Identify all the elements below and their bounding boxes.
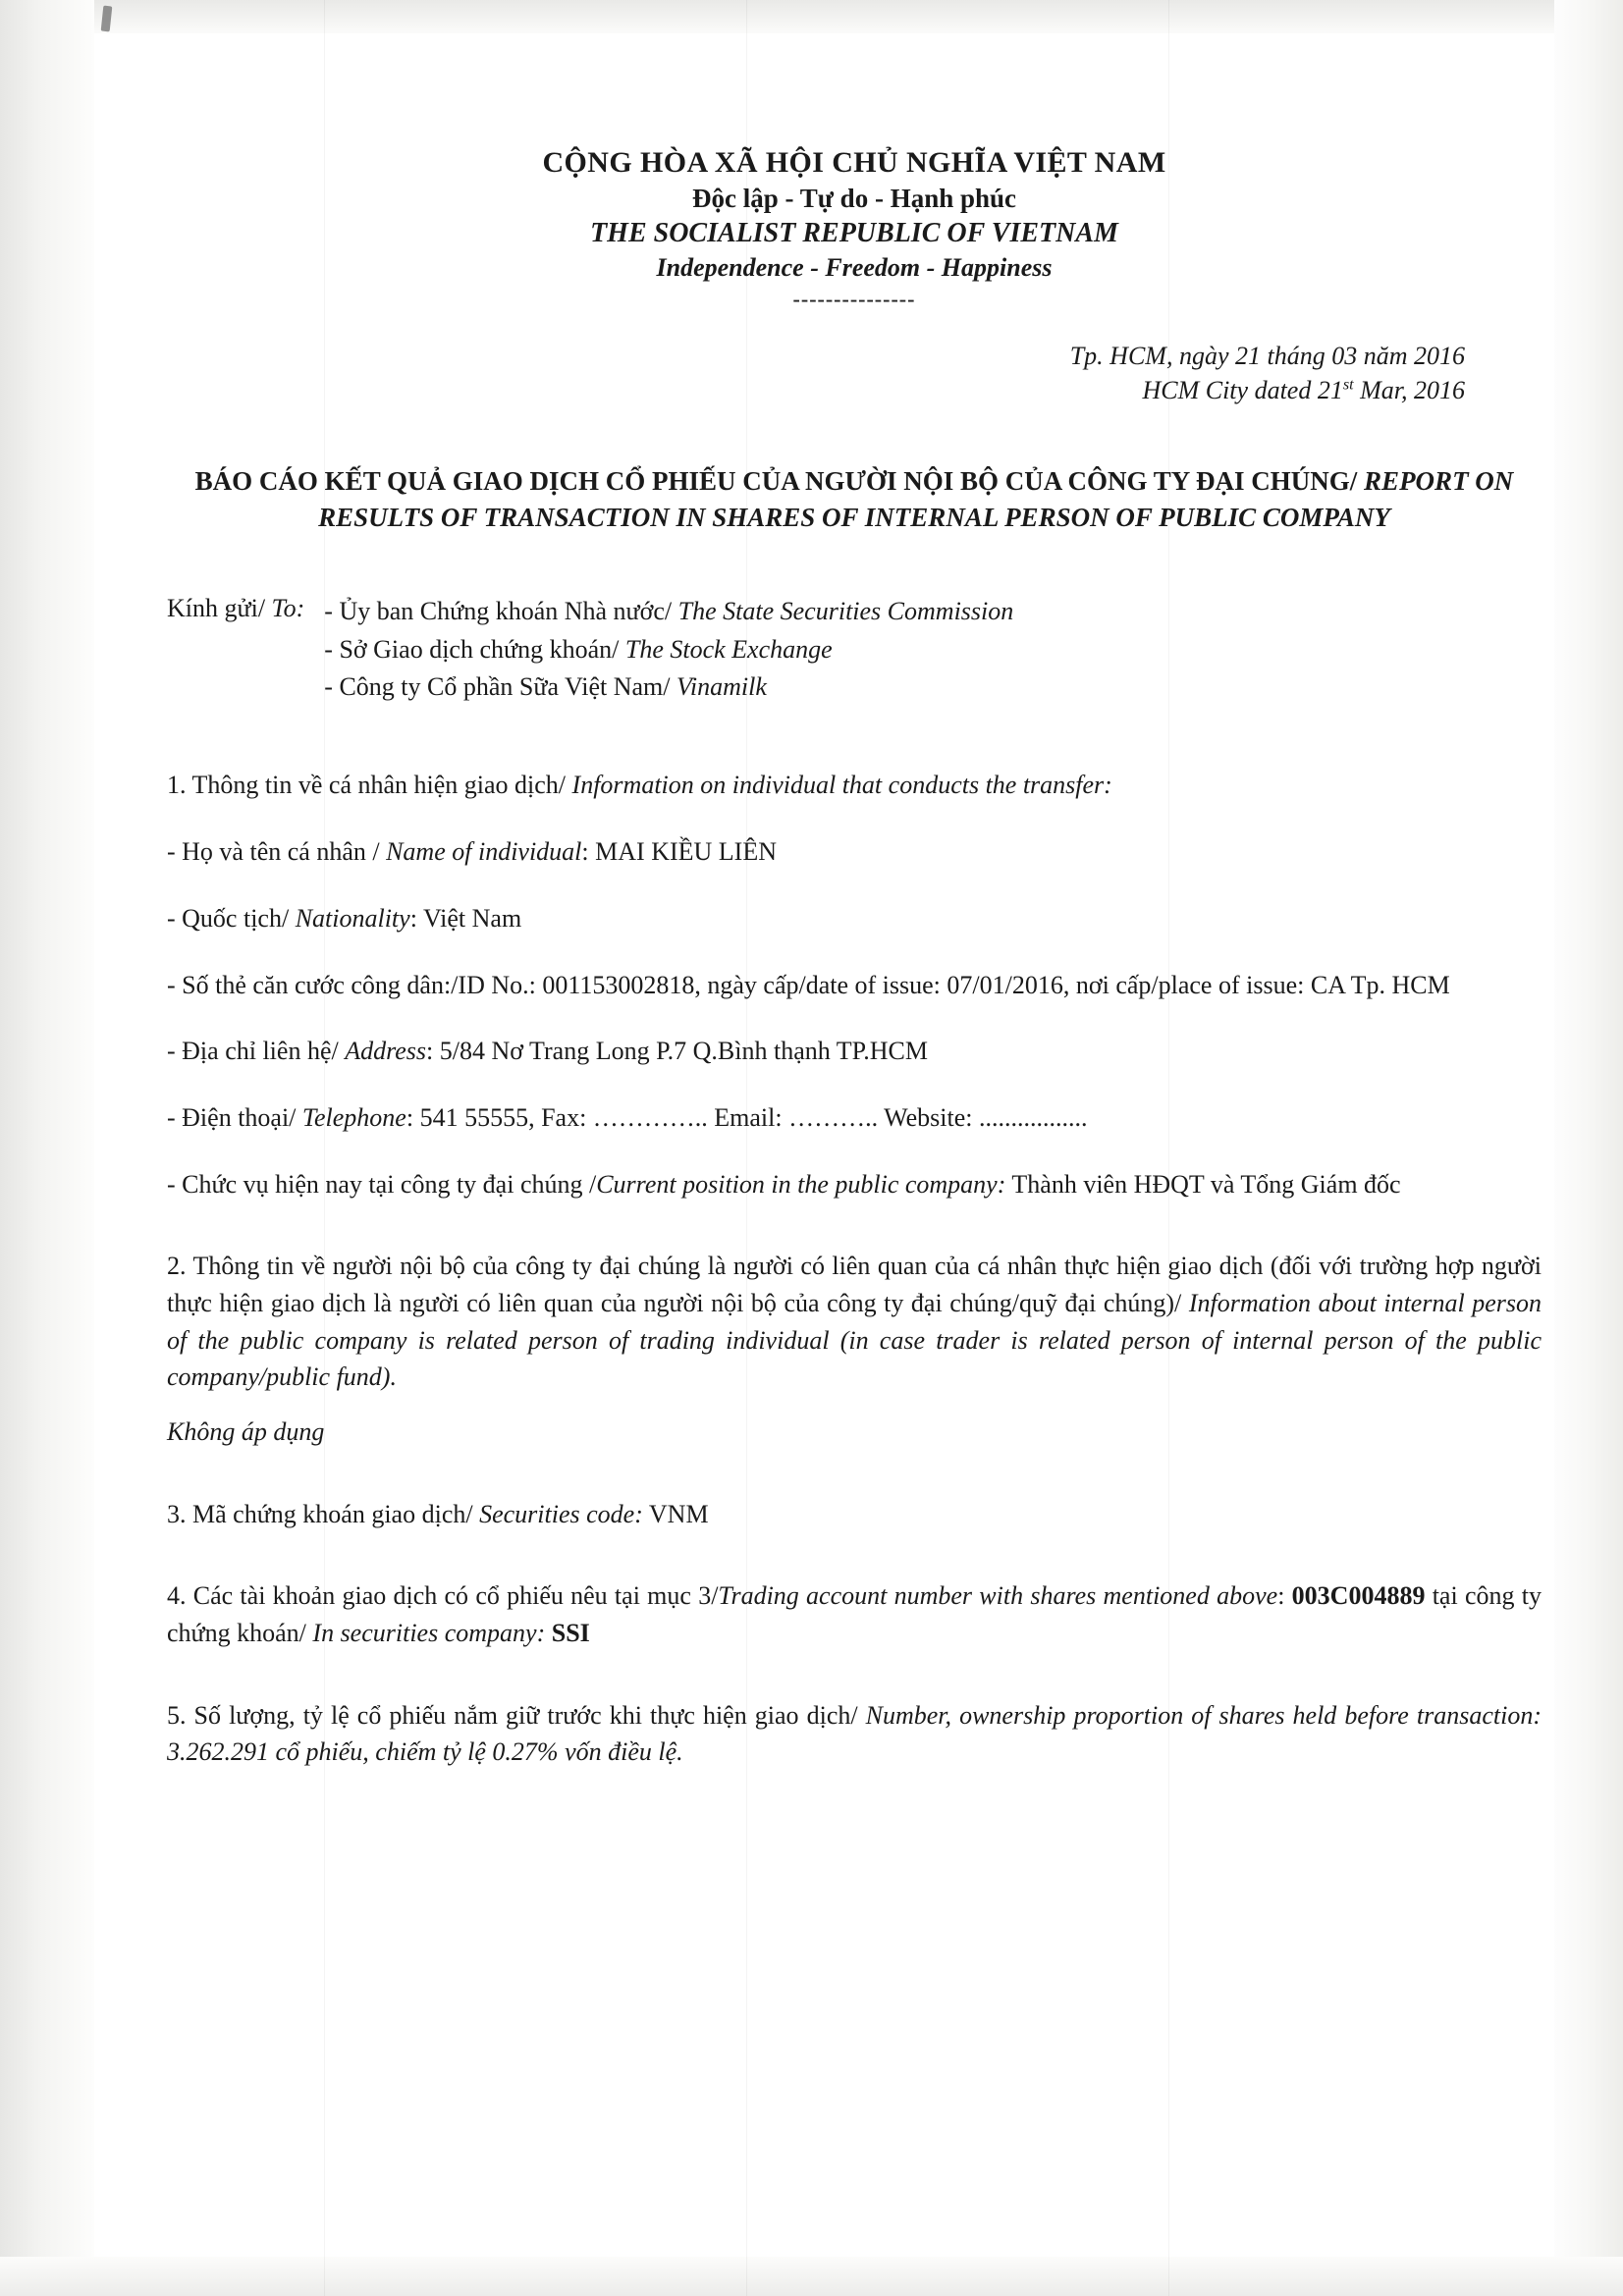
field-value: : 5/84 Nơ Trang Long P.7 Q.Bình thạnh TP.HCM bbox=[426, 1037, 928, 1066]
section-4-text-vn: 4. Các tài khoản giao dịch có cổ phiếu nêu tại mục 3/ bbox=[167, 1581, 719, 1611]
list-item bbox=[324, 631, 1013, 668]
recipients-label-en: To: bbox=[271, 594, 305, 623]
section-2-paragraph bbox=[167, 1248, 1542, 1396]
section-4-account-number: 003C004889 bbox=[1291, 1581, 1426, 1611]
date-en-suffix: Mar, 2016 bbox=[1353, 375, 1465, 404]
country-name-en: THE SOCIALIST REPUBLIC OF VIETNAM bbox=[590, 217, 1118, 248]
recipient-vn: - Sở Giao dịch chứng khoán/ bbox=[324, 634, 625, 664]
recipient-vn: - Ủy ban Chứng khoán Nhà nước/ bbox=[324, 597, 678, 626]
section-1-heading-vn: 1. Thông tin về cá nhân hiện giao dịch/ bbox=[167, 771, 572, 800]
section-4-text-en1: Trading account number with shares mentioned above bbox=[718, 1581, 1278, 1611]
section-3-label-en: Securities code: bbox=[479, 1499, 643, 1528]
section-4-sep: : bbox=[1277, 1581, 1292, 1611]
field-id-number: - Số thẻ căn cước công dân:/ID No.: 001153002818, ngày cấp/date of issue: 07/01/2016, nơi cấp/place of issue: CA Tp. HCM bbox=[167, 970, 1450, 999]
field-current-position bbox=[167, 1166, 1542, 1203]
list-item bbox=[324, 668, 1013, 706]
page-title-vn: BÁO CÁO KẾT QUẢ GIAO DỊCH CỔ PHIẾU CỦA NGƯỜI NỘI BỘ CỦA CÔNG TY ĐẠI CHÚNG/ bbox=[194, 465, 1365, 496]
section-3-value: VNM bbox=[642, 1499, 709, 1528]
field-nationality bbox=[167, 900, 1542, 937]
field-label-vn: - Chức vụ hiện nay tại công ty đại chúng / bbox=[167, 1169, 597, 1199]
field-value: Thành viên HĐQT và Tổng Giám đốc bbox=[1005, 1169, 1401, 1199]
field-value: : 541 55555, Fax: ………….. Email: ……….. Website: ................. bbox=[406, 1102, 1088, 1132]
national-motto-vn: Độc lập - Tự do - Hạnh phúc bbox=[691, 183, 1017, 213]
country-name-vn: CỘNG HÒA XÃ HỘI CHỦ NGHĨA VIỆT NAM bbox=[542, 146, 1166, 179]
field-label-vn: - Địa chỉ liên hệ/ bbox=[167, 1037, 346, 1066]
recipient-en: Vinamilk bbox=[676, 671, 767, 701]
section-5-text-vn: 5. Số lượng, tỷ lệ cổ phiếu nắm giữ trước khi thực hiện giao dịch/ bbox=[167, 1700, 866, 1730]
header-divider: --------------- bbox=[792, 286, 916, 311]
scan-edge-left bbox=[0, 0, 94, 2296]
date-block bbox=[167, 340, 1542, 408]
section-2-not-applicable: Không áp dụng bbox=[167, 1417, 325, 1446]
recipient-en: The State Securities Commission bbox=[677, 597, 1014, 626]
field-label-en: Telephone bbox=[301, 1102, 406, 1132]
field-label-en: Address bbox=[345, 1037, 427, 1066]
field-value: : MAI KIỀU LIÊN bbox=[581, 837, 777, 867]
field-label-en: Name of individual bbox=[386, 837, 582, 867]
date-line-vn: Tp. HCM, ngày 21 tháng 03 năm 2016 bbox=[1069, 341, 1465, 370]
field-label-vn: - Quốc tịch/ bbox=[167, 903, 296, 933]
national-header bbox=[167, 145, 1542, 310]
date-en-ordinal: st bbox=[1342, 376, 1354, 394]
list-item bbox=[324, 593, 1013, 630]
recipient-en: The Stock Exchange bbox=[624, 634, 833, 664]
section-3-label-vn: 3. Mã chứng khoán giao dịch/ bbox=[167, 1499, 480, 1528]
section-4-text-vn2: tại công ty chứng khoán/ bbox=[167, 1581, 1542, 1648]
section-4-trading-account bbox=[167, 1577, 1542, 1651]
date-line-en bbox=[167, 374, 1465, 408]
field-name-of-individual bbox=[167, 833, 1542, 871]
scan-edge-bottom bbox=[0, 2257, 1623, 2296]
section-2-text-vn: 2. Thông tin về người nội bộ của công ty đại chúng là người có liên quan của cá nhân thực hiện giao dịch (đối với trường hợp người thực hiện giao dịch là người có liên quan của người nội bộ của công ty đại chúng/quỹ đại chúng)/ bbox=[167, 1252, 1542, 1317]
section-1-heading bbox=[167, 767, 1542, 804]
section-4-text-en2: In securities company: bbox=[312, 1619, 546, 1648]
field-telephone bbox=[167, 1099, 1542, 1137]
section-3-securities-code bbox=[167, 1496, 1542, 1533]
recipients-list bbox=[324, 593, 1013, 706]
field-label-vn: - Họ và tên cá nhân / bbox=[167, 837, 387, 867]
section-1-heading-en: Information on individual that conducts the transfer: bbox=[571, 771, 1112, 800]
scan-edge-right bbox=[1554, 0, 1623, 2296]
recipients-label bbox=[167, 593, 304, 706]
field-label-vn: - Điện thoại/ bbox=[167, 1102, 302, 1132]
national-motto-en: Independence - Freedom - Happiness bbox=[656, 253, 1053, 283]
section-5-text-en: Number, ownership proportion of shares held before transaction: 3.262.291 cổ phiếu, chiếm tỷ lệ 0.27% vốn điều lệ. bbox=[167, 1700, 1542, 1767]
recipients-block bbox=[167, 593, 1542, 706]
field-label-en: Nationality bbox=[295, 903, 410, 933]
document-content bbox=[167, 0, 1542, 1771]
field-value: : Việt Nam bbox=[409, 903, 522, 933]
recipient-vn: - Công ty Cổ phần Sữa Việt Nam/ bbox=[324, 671, 676, 701]
page-title-en: REPORT ON RESULTS OF TRANSACTION IN SHARES OF INTERNAL PERSON OF PUBLIC COMPANY bbox=[318, 465, 1514, 532]
recipients-label-vn: Kính gửi/ bbox=[167, 594, 272, 623]
field-label-en: Current position in the public company: bbox=[596, 1169, 1006, 1199]
section-5-shares-held bbox=[167, 1697, 1542, 1771]
field-address bbox=[167, 1033, 1542, 1070]
section-2-text-en: Information about internal person of the public company is related person of trading individual (in case trader is related person of internal person of the public company/public fund). bbox=[167, 1288, 1542, 1392]
section-4-securities-company: SSI bbox=[545, 1619, 590, 1648]
scan-artifact-mark bbox=[101, 6, 113, 32]
page-title bbox=[167, 463, 1542, 537]
date-en-prefix: HCM City dated 21 bbox=[1142, 375, 1343, 404]
